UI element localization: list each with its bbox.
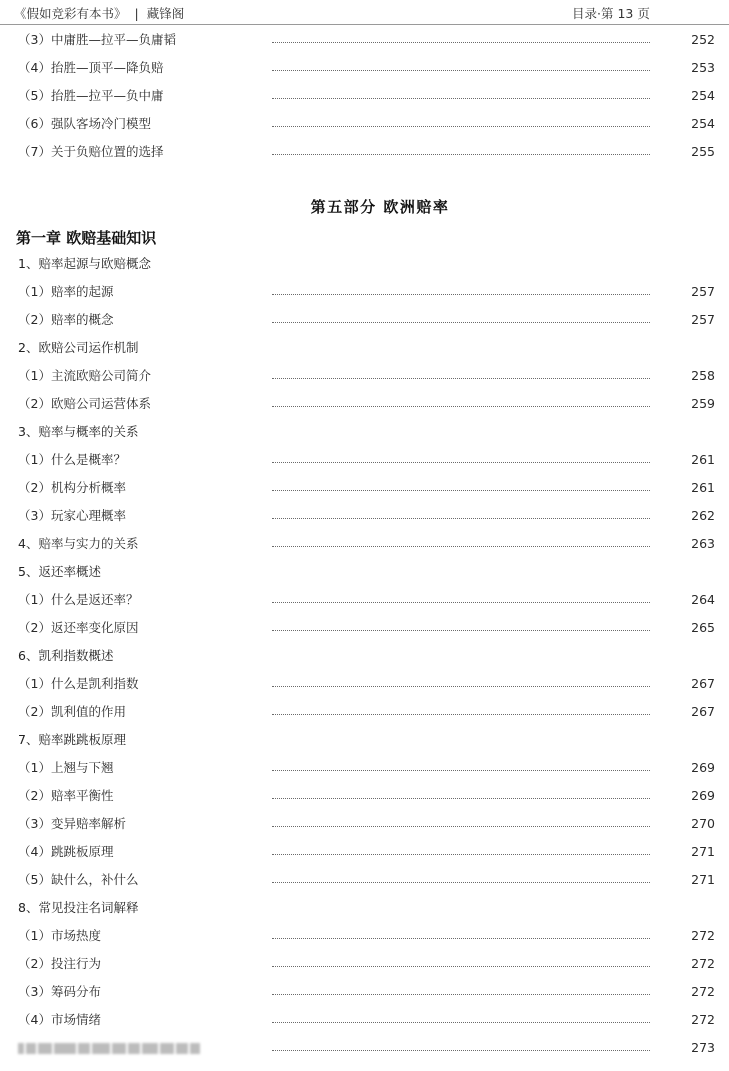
entry-label: （1）什么是概率？ bbox=[18, 452, 126, 467]
section-title: 1、赔率起源与欧赔概念 bbox=[18, 256, 151, 271]
section-title: 7、赔率跳跳板原理 bbox=[18, 732, 126, 747]
page-header bbox=[0, 0, 729, 25]
toc-entry[interactable] bbox=[0, 810, 729, 838]
entry-label: （2）赔率的概念 bbox=[18, 312, 114, 327]
entry-label: （3）变异赔率解析 bbox=[18, 816, 126, 831]
entry-page: 270 bbox=[691, 816, 715, 831]
dot-leader bbox=[272, 854, 650, 855]
toc-entry[interactable] bbox=[0, 278, 729, 306]
toc-entry[interactable] bbox=[0, 82, 729, 110]
toc-entry[interactable] bbox=[0, 138, 729, 166]
toc-entry[interactable] bbox=[0, 978, 729, 1006]
entry-page: 262 bbox=[691, 508, 715, 523]
entry-page: 263 bbox=[691, 536, 715, 551]
toc-entry[interactable] bbox=[0, 698, 729, 726]
entry-page: 273 bbox=[691, 1040, 715, 1055]
entry-label: （1）主流欧赔公司简介 bbox=[18, 368, 151, 383]
entry-label: （3）玩家心理概率 bbox=[18, 508, 126, 523]
toc-entry[interactable] bbox=[0, 26, 729, 54]
toc-entry[interactable] bbox=[0, 866, 729, 894]
entry-label: （4）市场情绪 bbox=[18, 1012, 101, 1027]
toc-entry[interactable] bbox=[0, 838, 729, 866]
entry-page: 271 bbox=[691, 872, 715, 887]
entry-page: 252 bbox=[691, 32, 715, 47]
entry-page: 269 bbox=[691, 760, 715, 775]
entry-label: （1）赔率的起源 bbox=[18, 284, 114, 299]
dot-leader bbox=[272, 462, 650, 463]
dot-leader bbox=[272, 1022, 650, 1023]
dot-leader bbox=[272, 686, 650, 687]
book-title: 《假如竞彩有本书》 bbox=[14, 6, 127, 21]
section-heading[interactable] bbox=[0, 558, 729, 586]
chapter-title[interactable]: 第一章 欧赔基础知识 bbox=[16, 229, 157, 247]
entry-label: （2）凯利值的作用 bbox=[18, 704, 126, 719]
entry-label: （2）赔率平衡性 bbox=[18, 788, 114, 803]
entry-page: 272 bbox=[691, 928, 715, 943]
dot-leader bbox=[272, 378, 650, 379]
entry-page: 265 bbox=[691, 620, 715, 635]
section-heading[interactable] bbox=[0, 726, 729, 754]
dot-leader bbox=[272, 406, 650, 407]
section-title: 2、欧赔公司运作机制 bbox=[18, 340, 139, 355]
dot-leader bbox=[272, 630, 650, 631]
toc-entry[interactable] bbox=[0, 922, 729, 950]
dot-leader bbox=[272, 882, 650, 883]
dot-leader bbox=[272, 798, 650, 799]
entry-page: 258 bbox=[691, 368, 715, 383]
dot-leader bbox=[272, 826, 650, 827]
toc-entry[interactable] bbox=[0, 54, 729, 82]
entry-label: （1）什么是凯利指数 bbox=[18, 676, 139, 691]
entry-label: （5）缺什么，补什么 bbox=[18, 872, 139, 887]
dot-leader bbox=[272, 546, 650, 547]
entry-page: 272 bbox=[691, 984, 715, 999]
dot-leader bbox=[272, 770, 650, 771]
entry-label: （7）关于负赔位置的选择 bbox=[18, 144, 164, 159]
entry-page: 254 bbox=[691, 88, 715, 103]
section-title: 4、赔率与实力的关系 bbox=[18, 536, 139, 551]
entry-page: 261 bbox=[691, 452, 715, 467]
toc-entry[interactable] bbox=[0, 446, 729, 474]
entry-label: （2）返还率变化原因 bbox=[18, 620, 139, 635]
entry-page: 267 bbox=[691, 704, 715, 719]
section-heading[interactable] bbox=[0, 418, 729, 446]
dot-leader bbox=[272, 490, 650, 491]
toc-entry[interactable] bbox=[0, 1006, 729, 1034]
entry-label: （4）抬胜—顶平—降负赔 bbox=[18, 60, 164, 75]
entry-page: 272 bbox=[691, 956, 715, 971]
toc-entry[interactable] bbox=[0, 586, 729, 614]
section-heading[interactable] bbox=[0, 894, 729, 922]
entry-page: 264 bbox=[691, 592, 715, 607]
toc-entry[interactable] bbox=[0, 110, 729, 138]
section-heading[interactable] bbox=[0, 642, 729, 670]
toc-entry[interactable] bbox=[0, 670, 729, 698]
toc-entry[interactable] bbox=[0, 502, 729, 530]
dot-leader bbox=[272, 966, 650, 967]
dot-leader bbox=[272, 602, 650, 603]
dot-leader bbox=[272, 714, 650, 715]
toc-entry[interactable] bbox=[0, 306, 729, 334]
dot-leader bbox=[272, 322, 650, 323]
toc-entry[interactable] bbox=[0, 390, 729, 418]
dot-leader bbox=[272, 1050, 650, 1051]
section-heading[interactable] bbox=[0, 250, 729, 278]
toc-entry[interactable] bbox=[0, 614, 729, 642]
dot-leader bbox=[272, 42, 650, 43]
section-title: 6、凯利指数概述 bbox=[18, 648, 114, 663]
entry-page: 267 bbox=[691, 676, 715, 691]
entry-label: （1）上翘与下翘 bbox=[18, 760, 114, 775]
toc-entry-blurred[interactable] bbox=[0, 1034, 729, 1062]
dot-leader bbox=[272, 126, 650, 127]
entry-page: 257 bbox=[691, 284, 715, 299]
entry-label: （1）市场热度 bbox=[18, 928, 101, 943]
entry-page: 255 bbox=[691, 144, 715, 159]
section-title: 8、常见投注名词解释 bbox=[18, 900, 139, 915]
entry-page: 253 bbox=[691, 60, 715, 75]
entry-page: 261 bbox=[691, 480, 715, 495]
entry-label: （3）筹码分布 bbox=[18, 984, 101, 999]
part-title: 第五部分 欧洲赔率 bbox=[310, 198, 450, 216]
entry-label: （5）抬胜—拉平—负中庸 bbox=[18, 88, 164, 103]
toc-entry[interactable] bbox=[0, 782, 729, 810]
dot-leader bbox=[272, 518, 650, 519]
section-title: 5、返还率概述 bbox=[18, 564, 101, 579]
header-left bbox=[14, 4, 184, 22]
toc-entry[interactable] bbox=[0, 474, 729, 502]
dot-leader bbox=[272, 154, 650, 155]
dot-leader bbox=[272, 294, 650, 295]
entry-page: 259 bbox=[691, 396, 715, 411]
entry-label: （2）机构分析概率 bbox=[18, 480, 126, 495]
toc-entry[interactable] bbox=[0, 754, 729, 782]
dot-leader bbox=[272, 938, 650, 939]
toc-entry[interactable] bbox=[0, 950, 729, 978]
page-info: 目录·第 13 页 bbox=[572, 6, 650, 21]
entry-page: 272 bbox=[691, 1012, 715, 1027]
dot-leader bbox=[272, 70, 650, 71]
entry-label: （6）强队客场冷门模型 bbox=[18, 116, 151, 131]
entry-page: 269 bbox=[691, 788, 715, 803]
entry-label: （4）跳跳板原理 bbox=[18, 844, 114, 859]
section-title: 3、赔率与概率的关系 bbox=[18, 424, 139, 439]
header-separator: | bbox=[134, 6, 139, 21]
entry-label: （1）什么是返还率？ bbox=[18, 592, 139, 607]
entry-label: （2）投注行为 bbox=[18, 956, 101, 971]
entry-page: 257 bbox=[691, 312, 715, 327]
dot-leader bbox=[272, 98, 650, 99]
blurred-label bbox=[18, 1043, 200, 1054]
entry-label: （2）欧赔公司运营体系 bbox=[18, 396, 151, 411]
section-heading[interactable] bbox=[0, 334, 729, 362]
entry-label: （3）中庸胜—拉平—负庸韬 bbox=[18, 32, 176, 47]
dot-leader bbox=[272, 994, 650, 995]
section-heading[interactable] bbox=[0, 530, 729, 558]
entry-page: 271 bbox=[691, 844, 715, 859]
entry-page: 254 bbox=[691, 116, 715, 131]
author-name: 藏锋阁 bbox=[146, 6, 185, 21]
toc-entry[interactable] bbox=[0, 362, 729, 390]
